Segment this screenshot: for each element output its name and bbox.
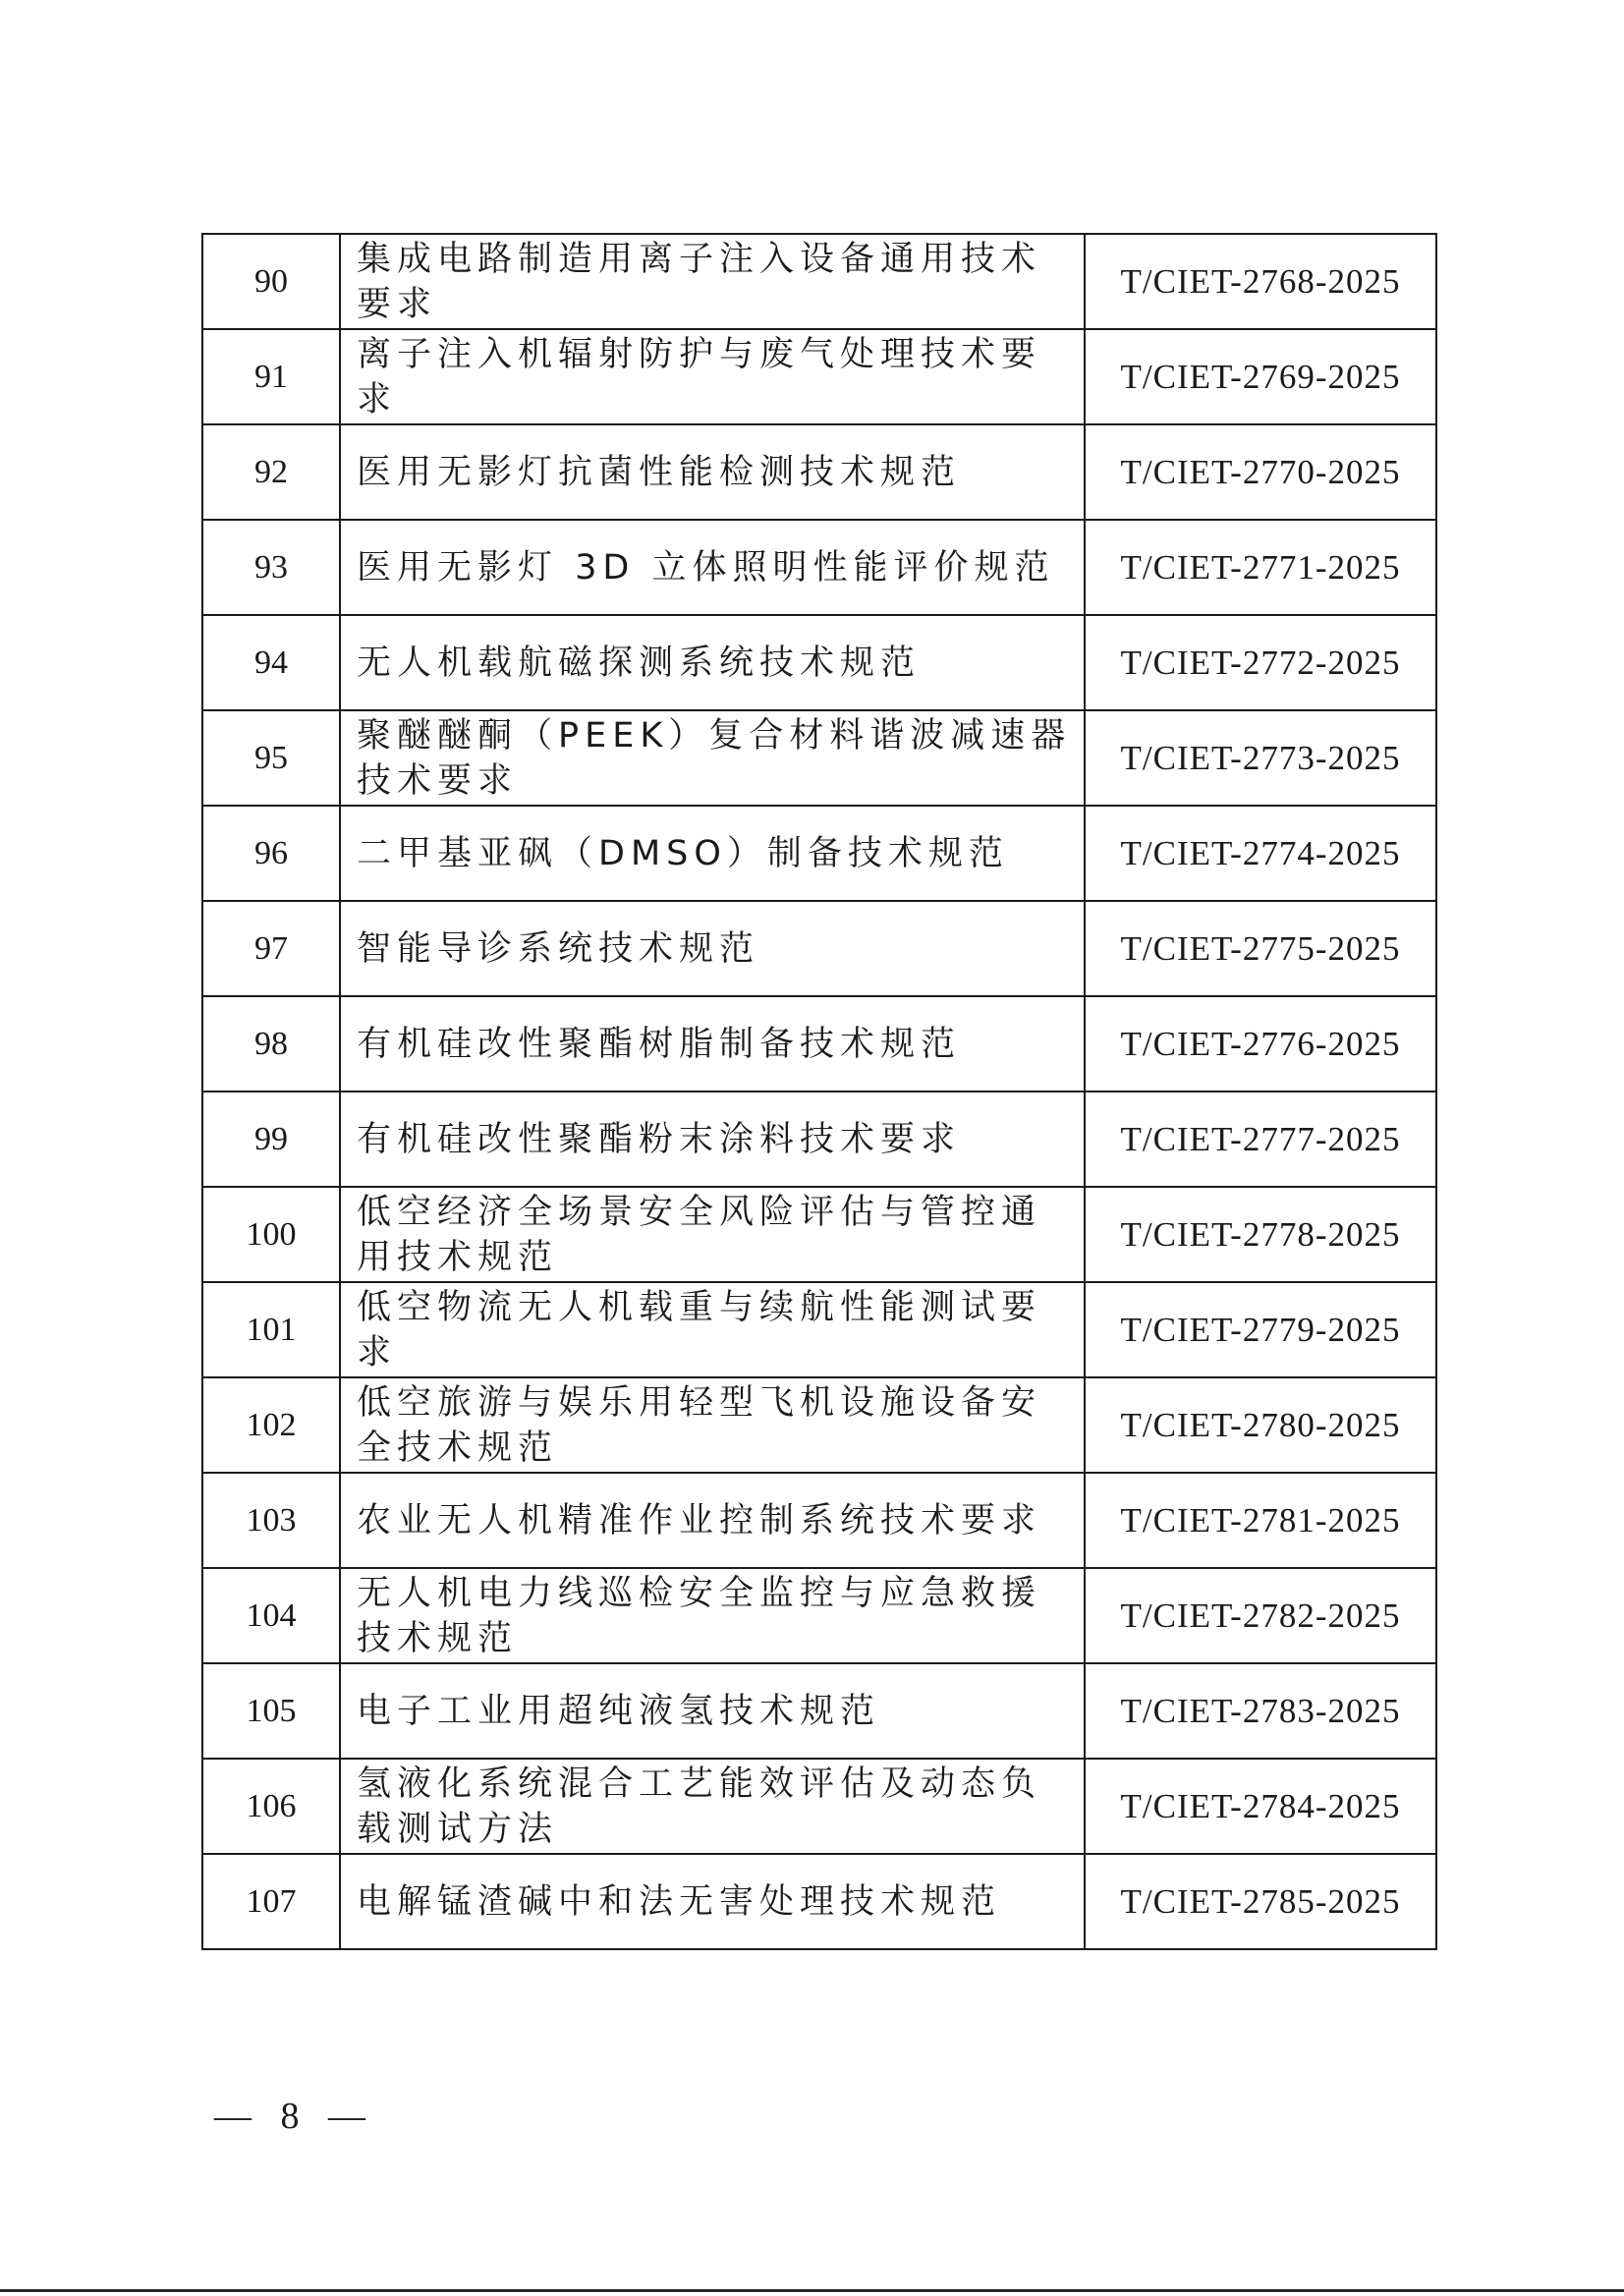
page-number: — 8 — xyxy=(214,2096,375,2137)
standard-name: 电解锰渣碱中和法无害处理技术规范 xyxy=(340,1854,1085,1949)
standard-code: T/CIET-2773-2025 xyxy=(1085,710,1436,806)
table-row xyxy=(202,234,1436,329)
table-row xyxy=(202,520,1436,615)
table-row xyxy=(202,806,1436,901)
standard-name: 氢液化系统混合工艺能效评估及动态负载测试方法 xyxy=(340,1759,1085,1854)
standard-name: 有机硅改性聚酯树脂制备技术规范 xyxy=(340,996,1085,1092)
table-row xyxy=(202,1663,1436,1759)
standard-code: T/CIET-2776-2025 xyxy=(1085,996,1436,1092)
standard-code: T/CIET-2783-2025 xyxy=(1085,1663,1436,1759)
standard-name: 低空物流无人机载重与续航性能测试要求 xyxy=(340,1282,1085,1377)
standard-code: T/CIET-2770-2025 xyxy=(1085,424,1436,520)
standard-code: T/CIET-2782-2025 xyxy=(1085,1568,1436,1663)
table-row xyxy=(202,710,1436,806)
standard-name: 电子工业用超纯液氢技术规范 xyxy=(340,1663,1085,1759)
standard-name: 低空经济全场景安全风险评估与管控通用技术规范 xyxy=(340,1187,1085,1282)
table-row xyxy=(202,1759,1436,1854)
row-number: 98 xyxy=(202,996,340,1092)
row-number: 94 xyxy=(202,615,340,710)
standard-code: T/CIET-2772-2025 xyxy=(1085,615,1436,710)
standard-code: T/CIET-2768-2025 xyxy=(1085,234,1436,329)
row-number: 91 xyxy=(202,329,340,424)
table-row xyxy=(202,901,1436,996)
standards-table xyxy=(201,233,1437,1950)
standard-name: 医用无影灯 3D 立体照明性能评价规范 xyxy=(340,520,1085,615)
standard-name: 低空旅游与娱乐用轻型飞机设施设备安全技术规范 xyxy=(340,1377,1085,1473)
table-row xyxy=(202,1854,1436,1949)
row-number: 107 xyxy=(202,1854,340,1949)
row-number: 97 xyxy=(202,901,340,996)
row-number: 106 xyxy=(202,1759,340,1854)
standard-code: T/CIET-2778-2025 xyxy=(1085,1187,1436,1282)
standard-code: T/CIET-2785-2025 xyxy=(1085,1854,1436,1949)
row-number: 92 xyxy=(202,424,340,520)
table-row xyxy=(202,1282,1436,1377)
table-row xyxy=(202,1092,1436,1187)
row-number: 99 xyxy=(202,1092,340,1187)
row-number: 95 xyxy=(202,710,340,806)
standard-code: T/CIET-2780-2025 xyxy=(1085,1377,1436,1473)
table-row xyxy=(202,1568,1436,1663)
row-number: 93 xyxy=(202,520,340,615)
standards-table-body xyxy=(202,234,1436,1949)
standard-name: 无人机电力线巡检安全监控与应急救援技术规范 xyxy=(340,1568,1085,1663)
standard-name: 离子注入机辐射防护与废气处理技术要求 xyxy=(340,329,1085,424)
standard-code: T/CIET-2781-2025 xyxy=(1085,1473,1436,1568)
table-row xyxy=(202,1473,1436,1568)
standard-name: 医用无影灯抗菌性能检测技术规范 xyxy=(340,424,1085,520)
standard-name: 有机硅改性聚酯粉末涂料技术要求 xyxy=(340,1092,1085,1187)
table-row xyxy=(202,996,1436,1092)
table-row xyxy=(202,1377,1436,1473)
row-number: 90 xyxy=(202,234,340,329)
row-number: 102 xyxy=(202,1377,340,1473)
standard-name: 二甲基亚砜（DMSO）制备技术规范 xyxy=(340,806,1085,901)
standard-code: T/CIET-2769-2025 xyxy=(1085,329,1436,424)
standard-name: 智能导诊系统技术规范 xyxy=(340,901,1085,996)
row-number: 104 xyxy=(202,1568,340,1663)
standard-code: T/CIET-2779-2025 xyxy=(1085,1282,1436,1377)
standard-name: 农业无人机精准作业控制系统技术要求 xyxy=(340,1473,1085,1568)
row-number: 103 xyxy=(202,1473,340,1568)
standard-name: 聚醚醚酮（PEEK）复合材料谐波减速器技术要求 xyxy=(340,710,1085,806)
standard-code: T/CIET-2774-2025 xyxy=(1085,806,1436,901)
standard-name: 集成电路制造用离子注入设备通用技术要求 xyxy=(340,234,1085,329)
row-number: 96 xyxy=(202,806,340,901)
table-row xyxy=(202,615,1436,710)
table-row xyxy=(202,329,1436,424)
bottom-scan-edge xyxy=(0,2289,1624,2292)
row-number: 101 xyxy=(202,1282,340,1377)
standard-name: 无人机载航磁探测系统技术规范 xyxy=(340,615,1085,710)
standard-code: T/CIET-2771-2025 xyxy=(1085,520,1436,615)
standard-code: T/CIET-2784-2025 xyxy=(1085,1759,1436,1854)
row-number: 100 xyxy=(202,1187,340,1282)
standard-code: T/CIET-2775-2025 xyxy=(1085,901,1436,996)
standard-code: T/CIET-2777-2025 xyxy=(1085,1092,1436,1187)
table-row xyxy=(202,1187,1436,1282)
row-number: 105 xyxy=(202,1663,340,1759)
table-row xyxy=(202,424,1436,520)
